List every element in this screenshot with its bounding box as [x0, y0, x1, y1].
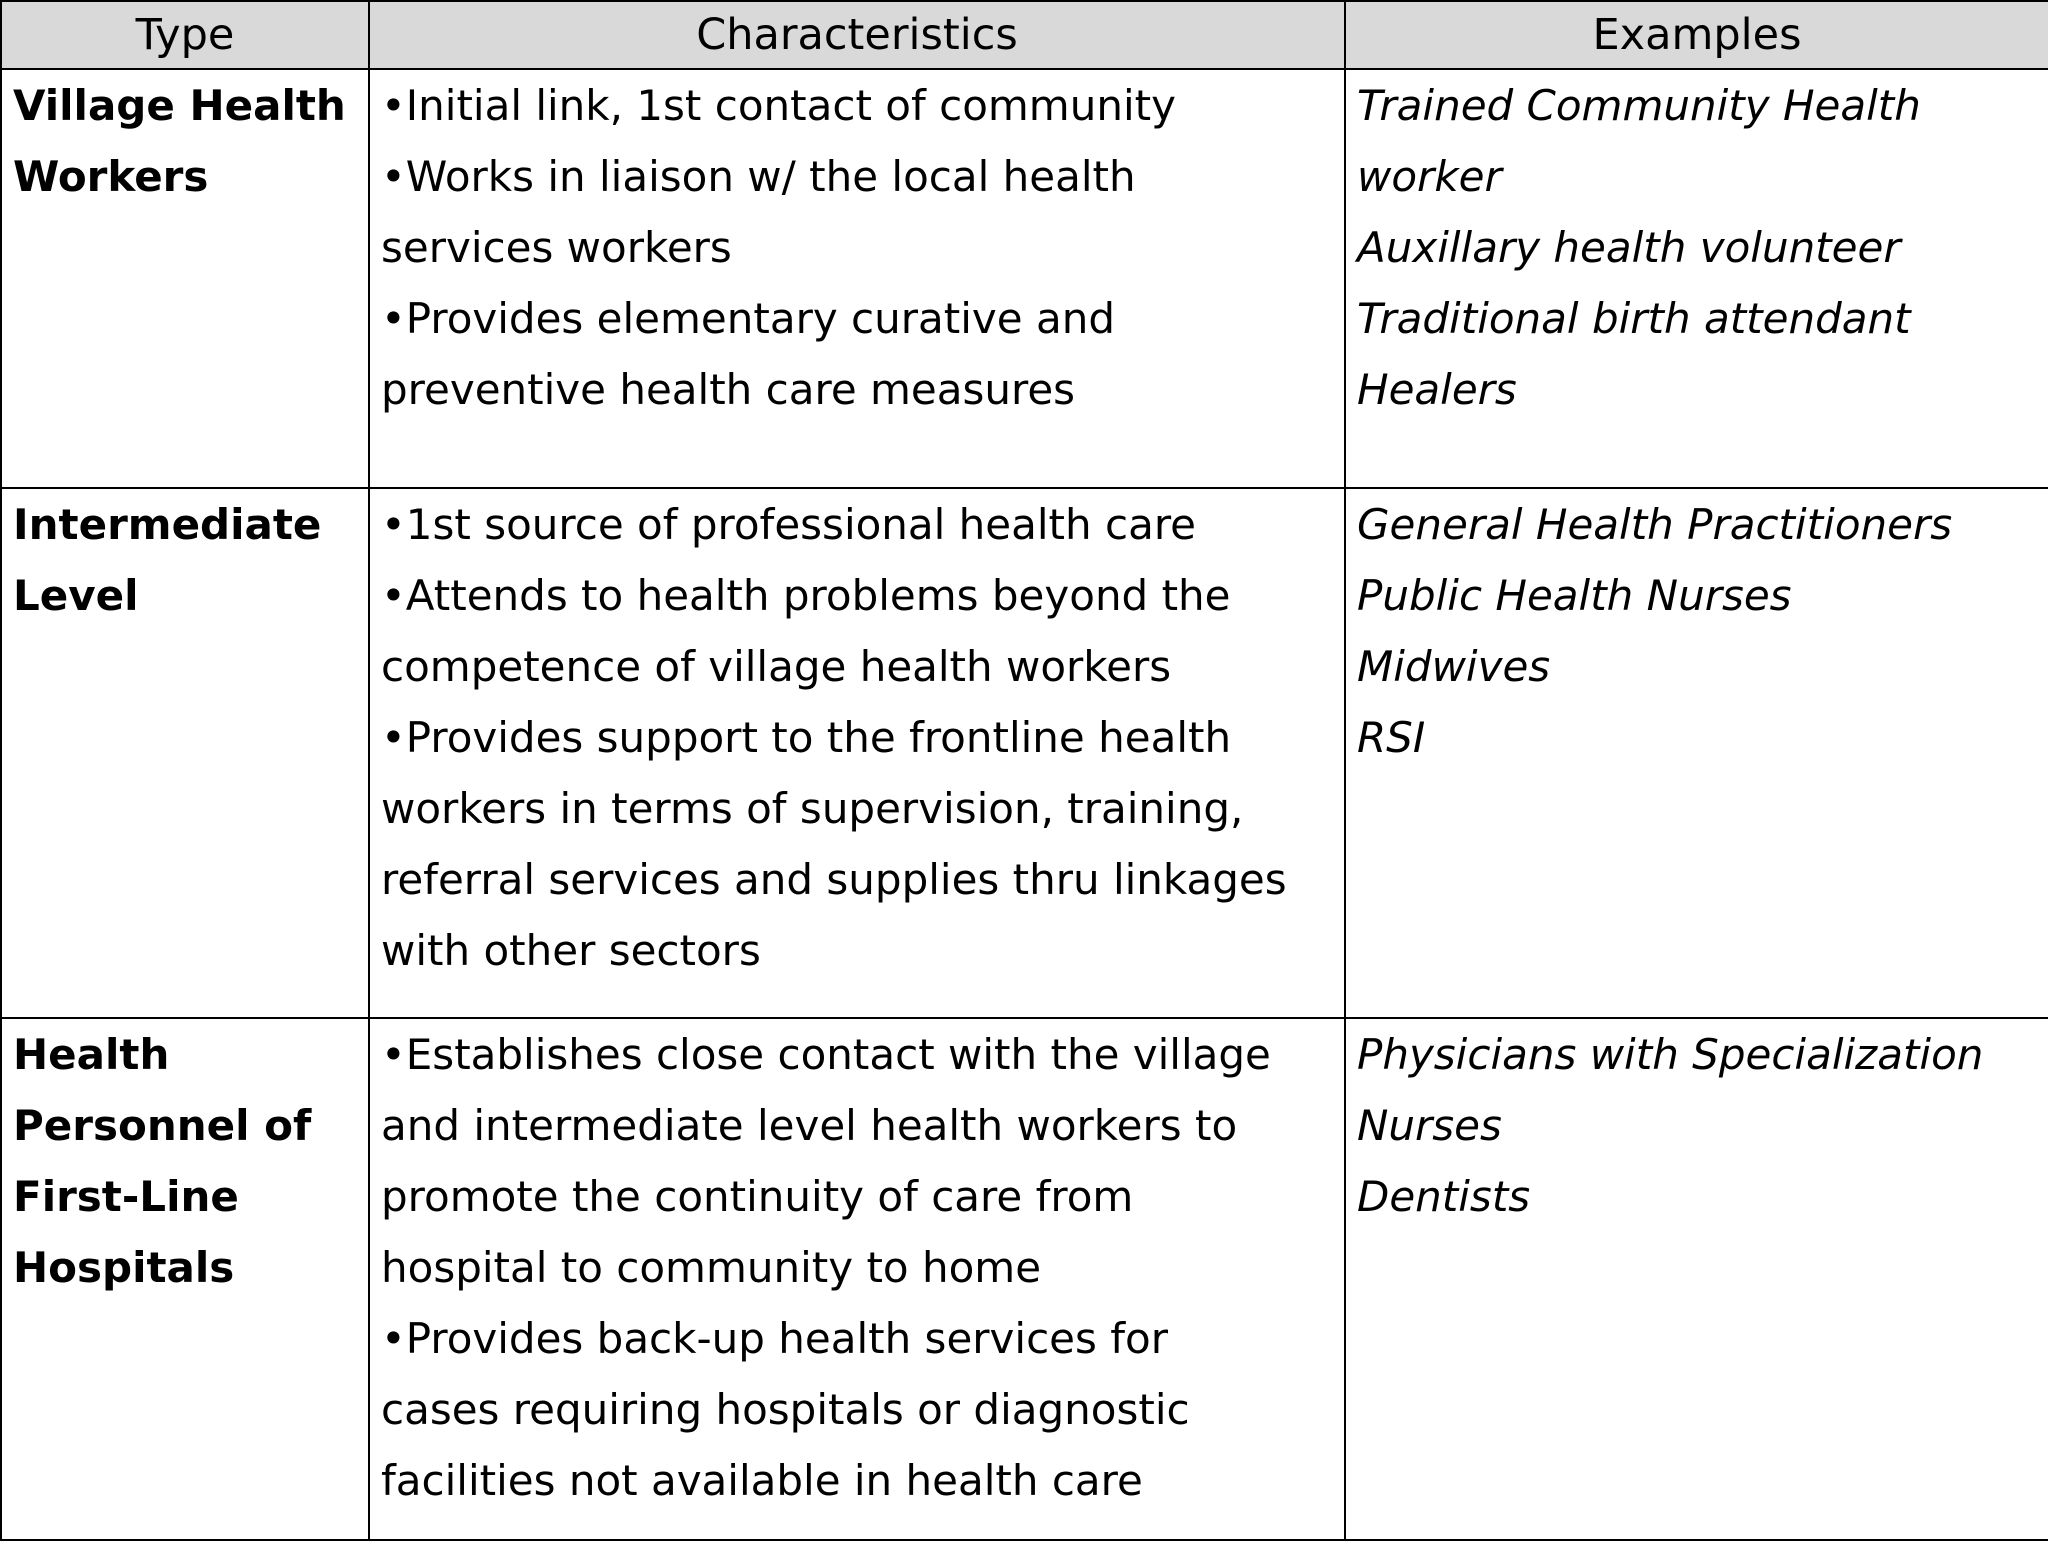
characteristics-cell [369, 1018, 1345, 1540]
characteristic-text: •Works in liaison w/ the local health [381, 152, 1136, 201]
characteristic-text: hospital to community to home [381, 1243, 1042, 1292]
characteristic-text: services workers [381, 223, 732, 272]
characteristic-text: with other sectors [381, 926, 761, 975]
characteristic-text: competence of village health workers [381, 642, 1172, 691]
characteristic-text: •Initial link, 1st contact of community [381, 81, 1176, 130]
type-text: Health [13, 1030, 170, 1079]
example-text: General Health Practitioners [1357, 500, 1953, 549]
type-text: First-Line [13, 1172, 239, 1221]
example-text: RSI [1357, 713, 1426, 762]
characteristic-text: referral services and supplies thru linkages [381, 855, 1287, 904]
example-text: Nurses [1357, 1101, 1502, 1150]
type-text: Village Health [13, 81, 346, 130]
characteristic-text: promote the continuity of care from [381, 1172, 1134, 1221]
table-row [1, 488, 2048, 1018]
characteristic-text: •1st source of professional health care [381, 500, 1197, 549]
column-header-examples: Examples [1345, 1, 2048, 69]
examples-cell [1345, 1018, 2048, 1540]
examples-cell [1345, 488, 2048, 1018]
example-text: Midwives [1357, 642, 1551, 691]
characteristic-text: •Provides back-up health services for [381, 1314, 1168, 1363]
example-text: worker [1357, 152, 1502, 201]
table-header-row [1, 1, 2048, 69]
characteristics-cell [369, 488, 1345, 1018]
type-text: Hospitals [13, 1243, 235, 1292]
example-text: Public Health Nurses [1357, 571, 1792, 620]
type-text: Workers [13, 152, 209, 201]
example-text: Traditional birth attendant [1357, 294, 1911, 343]
characteristic-text: •Provides support to the frontline health [381, 713, 1232, 762]
column-header-characteristics: Characteristics [369, 1, 1345, 69]
characteristic-text: facilities not available in health care [381, 1456, 1143, 1505]
type-text: Intermediate [13, 500, 322, 549]
example-text: Healers [1357, 365, 1517, 414]
example-text: Dentists [1357, 1172, 1531, 1221]
column-header-type: Type [1, 1, 369, 69]
example-text: Physicians with Specialization [1357, 1030, 1984, 1079]
type-cell [1, 1018, 369, 1540]
type-cell [1, 488, 369, 1018]
characteristics-cell [369, 69, 1345, 488]
type-text: Personnel of [13, 1101, 312, 1150]
characteristic-text: preventive health care measures [381, 365, 1076, 414]
characteristic-text: workers in terms of supervision, training, [381, 784, 1244, 833]
characteristic-text: •Establishes close contact with the village [381, 1030, 1271, 1079]
examples-cell [1345, 69, 2048, 488]
characteristic-text: cases requiring hospitals or diagnostic [381, 1385, 1190, 1434]
type-cell [1, 69, 369, 488]
characteristic-text: •Attends to health problems beyond the [381, 571, 1231, 620]
table-row [1, 69, 2048, 488]
type-text: Level [13, 571, 139, 620]
characteristic-text: and intermediate level health workers to [381, 1101, 1238, 1150]
table-row [1, 1018, 2048, 1540]
characteristic-text: •Provides elementary curative and [381, 294, 1115, 343]
example-text: Trained Community Health [1357, 81, 1921, 130]
example-text: Auxillary health volunteer [1357, 223, 1901, 272]
